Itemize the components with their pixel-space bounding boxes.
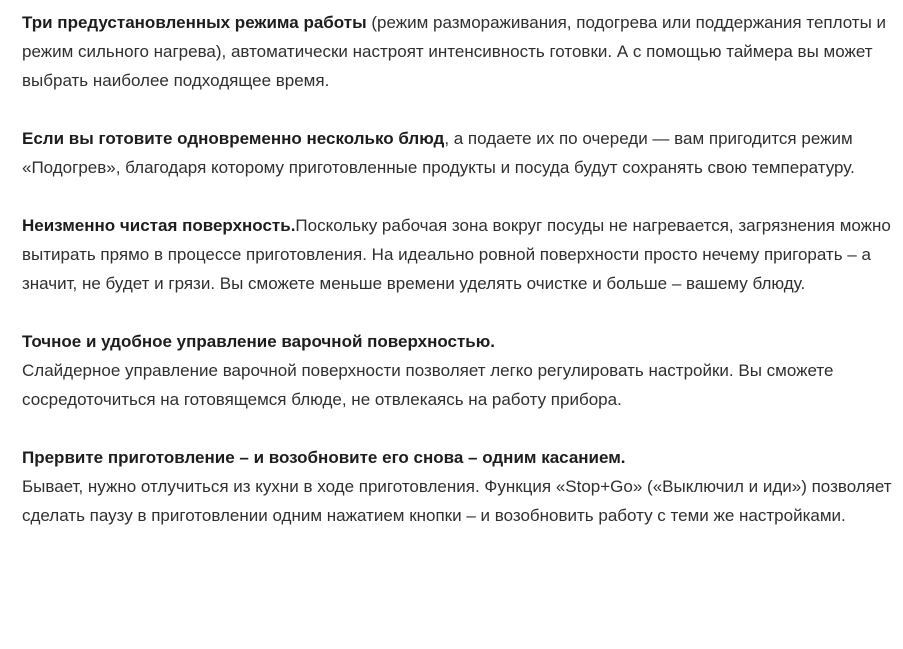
feature-paragraph-modes [22,8,894,95]
feature-paragraph-clean-surface [22,211,894,298]
feature-paragraph-multiple-dishes [22,124,894,182]
feature-paragraph-stop-go [22,443,894,530]
feature-heading-multiple-dishes: Если вы готовите одновременно несколько блюд [22,129,445,148]
feature-heading-modes: Три предустановленных режима работы [22,13,367,32]
feature-text-modes: (режим размораживания, подогрева или поддержания теплоты и режим сильного нагрева), автоматически настроят интенсивность готовки. А с помощью таймера вы может выбрать наиболее подходящее время. [22,13,887,90]
feature-text-control: Слайдерное управление варочной поверхности позволяет легко регулировать настройки. Вы сможете сосредоточиться на готовящемся блюде, не отвлекаясь на работу прибора. [22,361,834,409]
feature-text-stop-go: Бывает, нужно отлучиться из кухни в ходе приготовления. Функция «Stop+Go» («Выключил и иди») позволяет сделать паузу в приготовлении одним нажатием кнопки – и возобновить работу с теми же настройками. [22,477,892,525]
feature-text-multiple-dishes: , а подаете их по очереди — вам пригодится режим «Подогрев», благодаря которому приготовленные продукты и посуда будут сохранять свою температуру. [22,129,855,177]
article-body [22,8,894,530]
feature-heading-clean-surface: Неизменно чистая поверхность. [22,216,296,235]
feature-paragraph-control [22,327,894,414]
feature-heading-stop-go: Прервите приготовление – и возобновите его снова – одним касанием. [22,448,626,467]
feature-heading-control: Точное и удобное управление варочной поверхностью. [22,332,495,351]
feature-text-clean-surface: Поскольку рабочая зона вокруг посуды не нагревается, загрязнения можно вытирать прямо в процессе приготовления. На идеально ровной поверхности просто нечему пригорать – а значит, не будет и грязи. Вы сможете меньше времени уделять очистке и больше – вашему блюду. [22,216,891,293]
